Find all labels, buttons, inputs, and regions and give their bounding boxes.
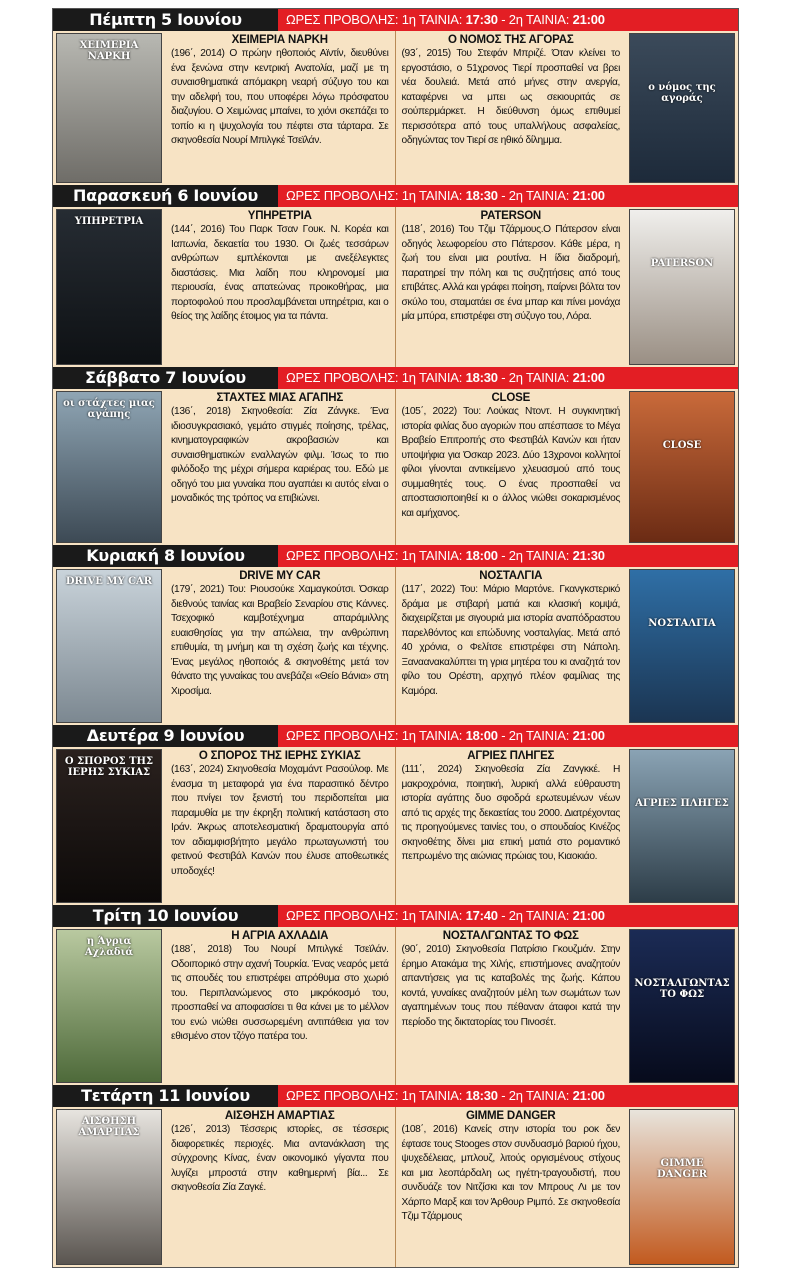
film-title: CLOSE bbox=[491, 392, 531, 404]
film-poster-image bbox=[56, 209, 162, 365]
film-card bbox=[53, 747, 396, 905]
day-header bbox=[53, 905, 738, 927]
screening-times bbox=[278, 725, 738, 747]
film-card bbox=[396, 567, 739, 725]
poster-title: ΑΙΣΘΗΣΗ ΑΜΑΡΤΙΑΣ bbox=[78, 1116, 140, 1138]
time-second: 21:00 bbox=[572, 1088, 605, 1103]
time-first: 17:30 bbox=[465, 12, 498, 27]
film-description: (117΄, 2022) Του: Μάριο Μαρτόνε. Γκανγκστερικό δράμα με στιβαρή ματιά και κλασική κομψά, διαχειρίζεται με σιγουριά μια ιστορία αναπόδραστου παρελθόντος και επώδυνης νοσταλγίας. Μετά από 40 χρόνια, ο Φελίτσε επιστρέφει στη Νάπολη. Ξαναανακαλύπτει τη γρια μητέρα του κι αναζητά τον φίλο του Ορέστη, αρχηγό πλέον φαμίλιας της Καμόρα. bbox=[401, 584, 620, 697]
film-title: ΧΕΙΜΕΡΙΑ ΝΑΡΚΗ bbox=[231, 34, 328, 46]
film-info bbox=[396, 927, 627, 1085]
film-description: (136΄, 2018) Σκηνοθεσία: Ζία Ζάνγκε. Ένα ιδιοσυγκρασιακό, γεμάτο στιγμές ποίησης, τρέλας, κινηματογραφικών ακροβασιών και συναισθηματικών εναλλαγών φιλμ. Ίσως το πιο φιλόδοξο της μέχρι σήμερα καριέρας του. Εδώ με οδηγό του μια γυναίκα που αγαπάει κι αυτός είναι ο μοναδικός της τρόπος να επιβιώνει. bbox=[171, 406, 389, 504]
times-second-prefix: - 2η ΤΑΙΝΙΑ: bbox=[501, 908, 570, 923]
time-first: 18:00 bbox=[465, 548, 498, 563]
film-poster-image bbox=[56, 929, 162, 1083]
day-films bbox=[53, 927, 738, 1085]
film-poster-image bbox=[56, 391, 162, 543]
day-section bbox=[53, 1085, 738, 1267]
time-second: 21:00 bbox=[572, 370, 605, 385]
poster-title: ΑΓΡΙΕΣ ΠΛΗΓΕΣ bbox=[635, 798, 729, 809]
poster-title: ΧΕΙΜΕΡΙΑ ΝΑΡΚΗ bbox=[79, 40, 139, 62]
film-title: ΣΤΑΧΤΕΣ ΜΙΑΣ ΑΓΑΠΗΣ bbox=[216, 392, 344, 404]
film-info bbox=[165, 747, 396, 905]
day-header bbox=[53, 9, 738, 31]
time-second: 21:00 bbox=[572, 188, 605, 203]
film-poster-image bbox=[56, 33, 162, 183]
times-prefix: ΩΡΕΣ ΠΡΟΒΟΛΗΣ: 1η ΤΑΙΝΙΑ: bbox=[286, 188, 463, 203]
day-header bbox=[53, 367, 738, 389]
time-second: 21:00 bbox=[572, 12, 605, 27]
day-section bbox=[53, 545, 738, 725]
film-info bbox=[396, 207, 627, 367]
poster-title: ο νόμος της αγοράς bbox=[648, 82, 716, 104]
day-title: Πέμπτη 5 Ιουνίου bbox=[53, 9, 278, 31]
time-first: 17:40 bbox=[465, 908, 498, 923]
day-title: Τετάρτη 11 Ιουνίου bbox=[53, 1085, 278, 1107]
time-first: 18:30 bbox=[465, 188, 498, 203]
screening-times bbox=[278, 367, 738, 389]
times-second-prefix: - 2η ΤΑΙΝΙΑ: bbox=[501, 12, 570, 27]
day-header bbox=[53, 725, 738, 747]
film-title: ΝΟΣΤΑΛΓΙΑ bbox=[479, 570, 543, 582]
poster-title: CLOSE bbox=[662, 440, 702, 451]
film-title: Ο ΣΠΟΡΟΣ ΤΗΣ ΙΕΡΗΣ ΣΥΚΙΑΣ bbox=[198, 750, 361, 762]
film-poster-image bbox=[629, 209, 735, 365]
day-films bbox=[53, 207, 738, 367]
time-second: 21:00 bbox=[572, 908, 605, 923]
time-first: 18:30 bbox=[465, 1088, 498, 1103]
film-description: (118΄, 2016) Του Τζιμ Τζάρμους.Ο Πάτερσον είναι οδηγός λεωφορείου στο Πάτερσον. Κάθε μέρα, η ζωή του είναι μια ρουτίνα. Η ίδια διαδρομή, παρατηρεί την πόλη και τις συζητήσεις από τους επιβάτες. Αλλά και γράφει ποίηση, παίρνει βόλτα τον σκύλο του, σταματάει σε ένα μπαρ και πίνει μονάχα μία μπύρα, επιστρέφει στη σύζυγο του, Λόρα. bbox=[401, 224, 620, 322]
film-description: (179΄, 2021) Του: Ριουσούκε Χαμαγκούτσι. Όσκαρ διεθνούς ταινίας και Βραβείο Σεναρίου στις Κάννες. Τσεχοφικό καμβοτέχνημα απαράμιλλης ευαισθησίας για την απώλεια, την ανθρώπινη επιθυμία, τη μνήμη και τη σχέση ζωής και τέχνης. Ένας μεγάλος ηθοποιός & σκηνοθέτης μετά τον θάνατο της γυναίκας του ανεβάζει «Θείο Βάνια» στη Χιροσίμα. bbox=[171, 584, 389, 697]
film-title: PATERSON bbox=[480, 210, 542, 222]
film-info bbox=[396, 31, 627, 185]
film-card bbox=[396, 1107, 739, 1267]
screening-times bbox=[278, 9, 738, 31]
day-films bbox=[53, 1107, 738, 1267]
program-sheet bbox=[52, 8, 739, 1268]
film-description: (108΄, 2016) Κανείς στην ιστορία του ροκ δεν έφτασε τους Stooges στον συνδυασμό βαριού ήχου, ψυχεδέλειας, μπλουζ, λιτούς οργισμένους στίχους και μια λεοπάρδαλη ως ηγέτη-τραγουδιστή, που συνδυάζε τον Νιτζίσκι και τον Μπρους Λι με τον Χάρπο Μαρξ και τον Άρθουρ Ριμπό. Σε σκηνοθεσία Τζιμ Τζάρμους bbox=[401, 1124, 620, 1222]
time-first: 18:30 bbox=[465, 370, 498, 385]
film-description: (144΄, 2016) Του Παρκ Τσαν Γουκ. Ν. Κορέα και Ιαπωνία, δεκαετία του 1930. Οι ζωές τεσσάρων ανθρώπων εμπλέκονται με ανεξέλεγκτες διαστάσεις. Μια λαίδη που κληρονομεί μια περιουσία, ένας απατεώνας προικοθήρας, μια πορτοφολού που προσλαμβάνεται υπηρέτρια, και ο θείος της λαίδης έτοιμος για τα πάντα. bbox=[171, 224, 389, 322]
times-second-prefix: - 2η ΤΑΙΝΙΑ: bbox=[501, 548, 570, 563]
film-poster-image bbox=[629, 1109, 735, 1265]
film-info bbox=[396, 389, 627, 545]
day-films bbox=[53, 31, 738, 185]
poster-title: PATERSON bbox=[650, 258, 714, 269]
film-title: ΑΙΣΘΗΣΗ ΑΜΑΡΤΙΑΣ bbox=[224, 1110, 335, 1122]
film-title: ΝΟΣΤΑΛΓΩΝΤΑΣ ΤΟ ΦΩΣ bbox=[442, 930, 579, 942]
film-description: (105΄, 2022) Του: Λούκας Ντοντ. Η συγκινητική ιστορία φιλίας δυο αγοριών που απέσπασε το Μέγα Βραβείο Επιτροπής στο Φεστιβάλ Κανών και ήταν υποψήφια για Όσκαρ 2023. Δύο 13χρονοι κολλητοί φίλοι γίνονται αντικείμενο χλευασμού από τους συμμαθητές τους. Ο ένας προσπαθεί να αποστασιοποιηθεί κι ο άλλος νιώθει σοκαρισμένος και αμήχανος. bbox=[401, 406, 620, 519]
poster-title: οι στάχτες μιας αγάπης bbox=[63, 398, 155, 420]
film-title: Ο ΝΟΜΟΣ ΤΗΣ ΑΓΟΡΑΣ bbox=[447, 34, 574, 46]
times-prefix: ΩΡΕΣ ΠΡΟΒΟΛΗΣ: 1η ΤΑΙΝΙΑ: bbox=[286, 12, 463, 27]
film-poster-image bbox=[56, 569, 162, 723]
day-title: Παρασκευή 6 Ιουνίου bbox=[53, 185, 278, 207]
film-title: Η ΑΓΡΙΑ ΑΧΛΑΔΙΑ bbox=[231, 930, 329, 942]
times-second-prefix: - 2η ΤΑΙΝΙΑ: bbox=[501, 370, 570, 385]
time-second: 21:30 bbox=[572, 548, 605, 563]
film-card bbox=[396, 927, 739, 1085]
day-section bbox=[53, 9, 738, 185]
film-description: (188΄, 2018) Του Νουρί Μπιλγκέ Τσεϊλάν. Οδοιπορικό στην αχανή Τουρκία. Ένας νεαρός μετά τις σπουδές του επιστρέφει απρόθυμα στο χωριό του. Περιπλανώμενος στο μικρόκοσμό του, προσπαθεί να αποφασίσει τι θα κάνει με το μέλλον του ενώ νιώθει συσσωρεμένη αντιπάθεια για τον εθισμένο στον τζόγο πατέρα του. bbox=[171, 944, 389, 1042]
screening-times bbox=[278, 185, 738, 207]
film-description: (126΄, 2013) Τέσσερις ιστορίες, σε τέσσερις διαφορετικές περιοχές. Μια αντανάκλαση της σύγχρονης Κίνας, έναν οικονομικό γίγαντα που λυγίζει μπροστά στην καθημερινή βία... Σε σκηνοθεσία Ζία Ζαγκέ. bbox=[171, 1124, 389, 1193]
day-section bbox=[53, 367, 738, 545]
times-second-prefix: - 2η ΤΑΙΝΙΑ: bbox=[501, 728, 570, 743]
film-poster-image bbox=[629, 749, 735, 903]
poster-title: GIMME DANGER bbox=[656, 1158, 708, 1180]
screening-times bbox=[278, 905, 738, 927]
day-section bbox=[53, 725, 738, 905]
times-second-prefix: - 2η ΤΑΙΝΙΑ: bbox=[501, 188, 570, 203]
film-card bbox=[53, 207, 396, 367]
film-poster-image bbox=[629, 929, 735, 1083]
times-prefix: ΩΡΕΣ ΠΡΟΒΟΛΗΣ: 1η ΤΑΙΝΙΑ: bbox=[286, 1088, 463, 1103]
film-card bbox=[396, 31, 739, 185]
day-header bbox=[53, 545, 738, 567]
screening-times bbox=[278, 545, 738, 567]
film-poster-image bbox=[629, 569, 735, 723]
day-title: Δευτέρα 9 Ιουνίου bbox=[53, 725, 278, 747]
screening-times bbox=[278, 1085, 738, 1107]
day-header bbox=[53, 1085, 738, 1107]
film-card bbox=[396, 747, 739, 905]
film-card bbox=[396, 207, 739, 367]
film-description: (93΄, 2015) Του Στεφάν Μπριζέ. Όταν κλείνει το εργοστάσιο, ο 51χρονος Τιερί προσπαθεί να βρει νέα δουλειά. Μετά από μήνες στην ανεργία, καταφέρνει να μπει ως σεκιουριτάς σε σούπερμάρκετ. Η διεύθυνση όμως επιθυμεί περισσότερα από τους υπαλλήλους ασφαλείας, οδηγώντας τον Τιερί σε ηθικό δίλημμα. bbox=[401, 48, 620, 146]
film-info bbox=[165, 207, 396, 367]
poster-title: ΝΟΣΤΑΛΓΙΑ bbox=[648, 618, 716, 629]
day-title: Κυριακή 8 Ιουνίου bbox=[53, 545, 278, 567]
film-poster-image bbox=[629, 33, 735, 183]
poster-title: η Άγρια Αχλαδιά bbox=[84, 936, 134, 958]
film-info bbox=[396, 747, 627, 905]
film-title: GIMME DANGER bbox=[465, 1110, 556, 1122]
film-card bbox=[396, 389, 739, 545]
film-description: (163΄, 2024) Σκηνοθεσία Μοχαμάντ Ρασούλοφ. Με ένασμα τη μεταφορά για ένα παρασιτικό δέντρο που πνίγει τον ξενιστή του περιδοπείται μια παραμυθία με την έκρηξη πολιτική κατάσταση στο Ιράν. Άκρως αποτελεσματική δραματουργία από τον αδιαμφισβήτητο μεγάλο πρωταγωνιστή του φετινού Φεστιβάλ Κανών που έλυσε αποθεωτικές υποδοχές! bbox=[171, 764, 389, 877]
film-card bbox=[53, 389, 396, 545]
poster-title: ΝΟΣΤΑΛΓΩΝΤΑΣ ΤΟ ΦΩΣ bbox=[634, 978, 730, 1000]
times-prefix: ΩΡΕΣ ΠΡΟΒΟΛΗΣ: 1η ΤΑΙΝΙΑ: bbox=[286, 728, 463, 743]
film-card bbox=[53, 1107, 396, 1267]
day-section bbox=[53, 185, 738, 367]
day-films bbox=[53, 389, 738, 545]
film-info bbox=[396, 1107, 627, 1267]
film-info bbox=[165, 927, 396, 1085]
film-card bbox=[53, 567, 396, 725]
film-poster-image bbox=[56, 749, 162, 903]
film-info bbox=[165, 567, 396, 725]
day-title: Σάββατο 7 Ιουνίου bbox=[53, 367, 278, 389]
film-title: ΥΠΗΡΕΤΡΙΑ bbox=[247, 210, 312, 222]
day-films bbox=[53, 567, 738, 725]
time-first: 18:00 bbox=[465, 728, 498, 743]
film-info bbox=[165, 31, 396, 185]
film-description: (196΄, 2014) Ο πρώην ηθοποιός Αϊντίν, διευθύνει ένα ξενώνα στην κεντρική Ανατολία, μαζί με τη συναισθηματικά απόμακρη νεαρή σύζυγο του και την αδελφή του, που υποφέρει λόγω πρόσφατου διαζυγίου. Ο Χειμώνας μπαίνει, το χιόνι σκεπάζει το τοπίο κι η ψυχολογία του πέφτει στα τάρταρα. Σε σκηνοθεσία Νουρί Μπιλγκέ Τσεϊλάν. bbox=[171, 48, 389, 146]
poster-title: Ο ΣΠΟΡΟΣ ΤΗΣ ΙΕΡΗΣ ΣΥΚΙΑΣ bbox=[64, 756, 154, 778]
poster-title: DRIVE MY CAR bbox=[65, 576, 153, 587]
times-second-prefix: - 2η ΤΑΙΝΙΑ: bbox=[501, 1088, 570, 1103]
times-prefix: ΩΡΕΣ ΠΡΟΒΟΛΗΣ: 1η ΤΑΙΝΙΑ: bbox=[286, 908, 463, 923]
day-header bbox=[53, 185, 738, 207]
film-poster-image bbox=[629, 391, 735, 543]
film-info bbox=[165, 389, 396, 545]
film-info bbox=[396, 567, 627, 725]
film-info bbox=[165, 1107, 396, 1267]
film-description: (111΄, 2024) Σκηνοθεσία Ζία Ζανγκκέ. Η μακροχρόνια, ποιητική, λυρική αλλά εύθραυστη ιστορία αγάπης δυο σφοδρά ερωτευμένων νέων από τις αρχές της δεκαετίας του 2000. Διατρέχοντας τις προηγούμενες ταινίες του, ο σπουδαίος Κινέζος σκηνοθέτης δίνει μια επική ματιά στο ρομαντικό πεπρωμένο της αιώνιας πρώιας του, Κιαοκιάο. bbox=[401, 764, 620, 862]
times-prefix: ΩΡΕΣ ΠΡΟΒΟΛΗΣ: 1η ΤΑΙΝΙΑ: bbox=[286, 370, 463, 385]
film-card bbox=[53, 927, 396, 1085]
film-title: DRIVE MY CAR bbox=[239, 570, 321, 582]
day-films bbox=[53, 747, 738, 905]
film-card bbox=[53, 31, 396, 185]
film-poster-image bbox=[56, 1109, 162, 1265]
film-description: (90΄, 2010) Σκηνοθεσία Πατρίσιο Γκουζμάν. Στην έρημο Ατακάμα της Χιλής, επιστήμονες αναζητούν απαντήσεις για τις καταβολές της ζωής. Κάπου κοντά, γυναίκες αναζητούν μέλη των σωμάτων των αγαπημένων τους που πέθαναν άταφοι κατά την περίοδο της δικτατορίας του Πινοσέτ. bbox=[401, 944, 620, 1028]
time-second: 21:00 bbox=[572, 728, 605, 743]
film-title: ΑΓΡΙΕΣ ΠΛΗΓΕΣ bbox=[467, 750, 555, 762]
day-section bbox=[53, 905, 738, 1085]
poster-title: ΥΠΗΡΕΤΡΙΑ bbox=[74, 216, 144, 227]
day-title: Τρίτη 10 Ιουνίου bbox=[53, 905, 278, 927]
times-prefix: ΩΡΕΣ ΠΡΟΒΟΛΗΣ: 1η ΤΑΙΝΙΑ: bbox=[286, 548, 463, 563]
